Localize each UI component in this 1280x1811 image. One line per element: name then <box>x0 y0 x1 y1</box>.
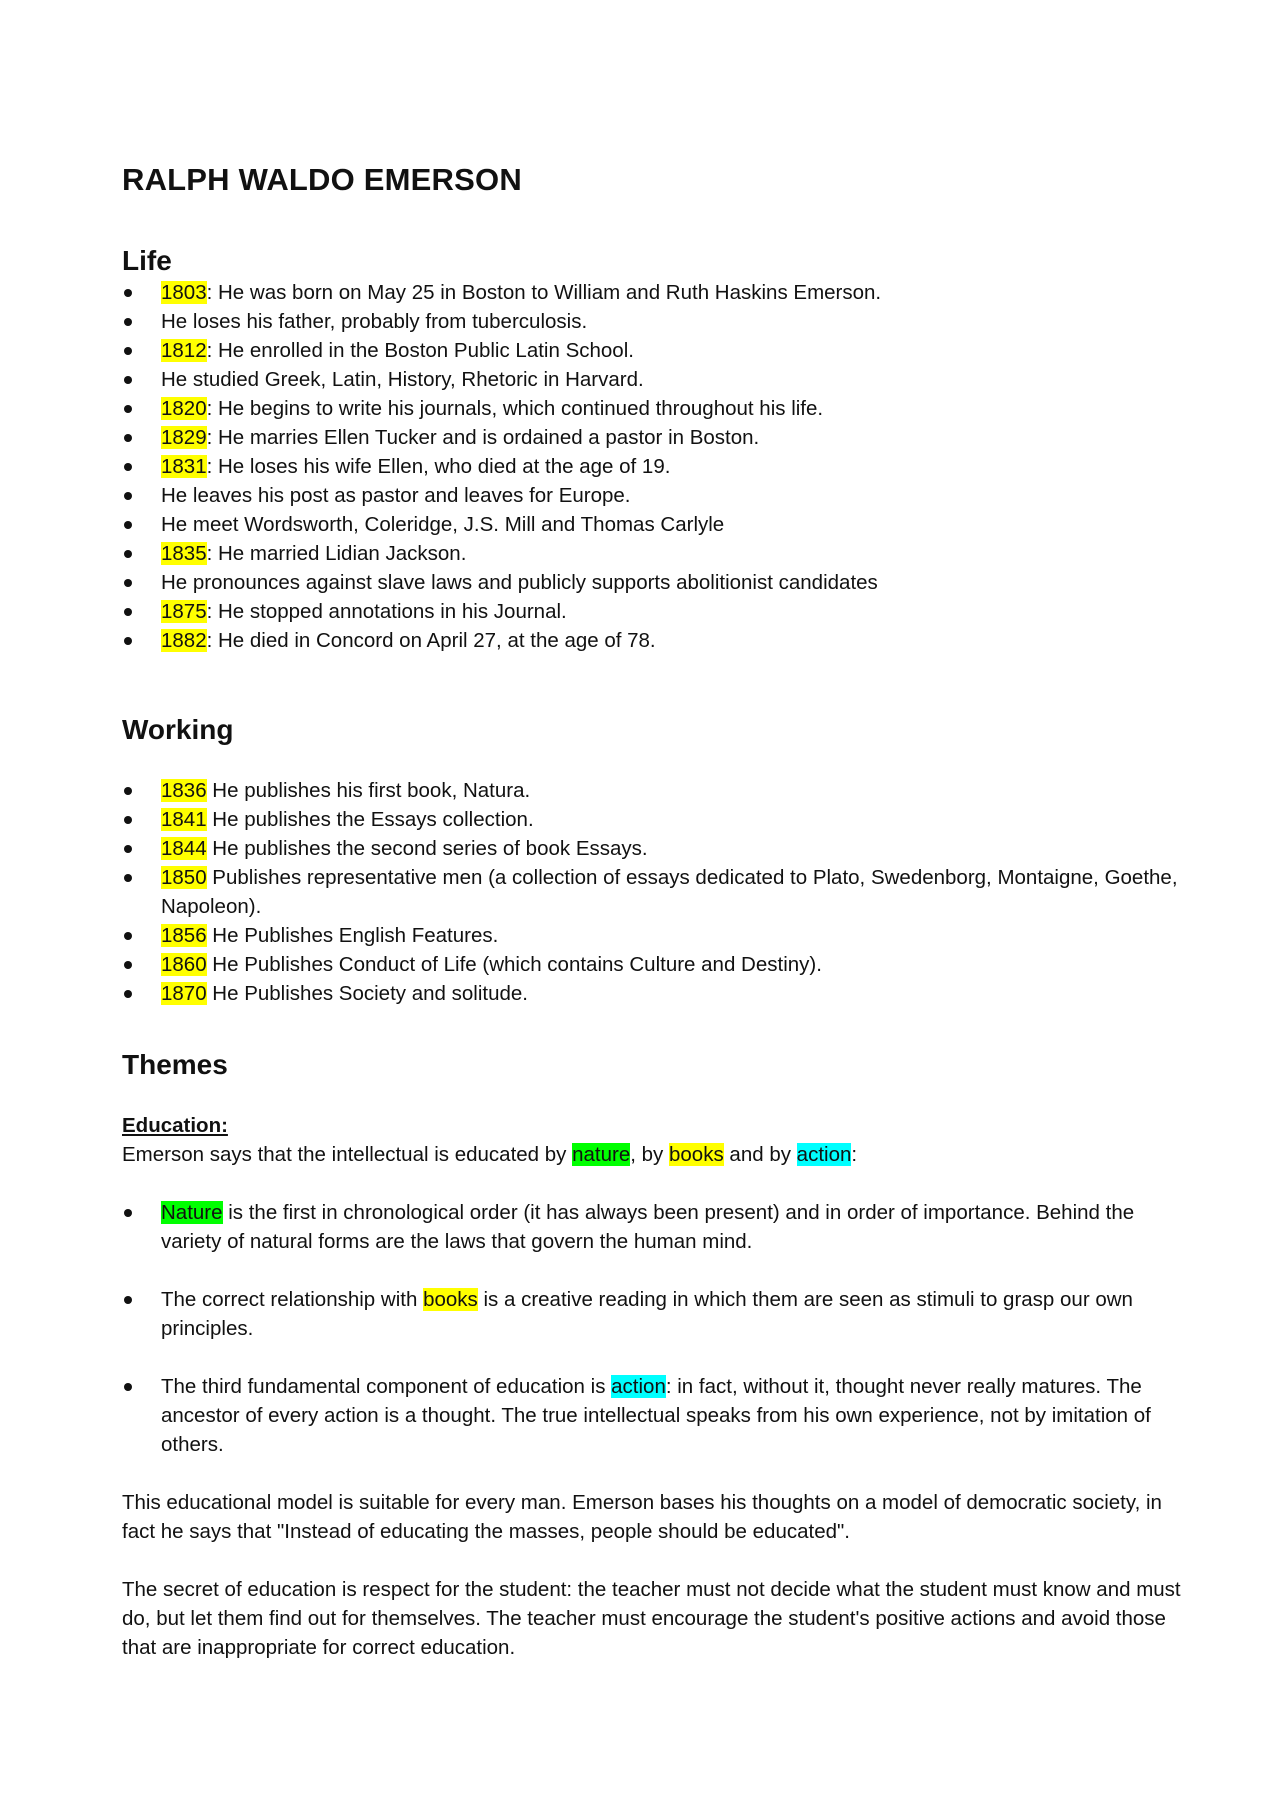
list-item-text: : He died in Concord on April 27, at the age of 78. <box>206 629 656 652</box>
intro-text: Emerson says that the intellectual is educated by <box>122 1143 573 1166</box>
list-item-text: : He stopped annotations in his Journal. <box>206 600 567 623</box>
year-highlight: 1870 <box>161 982 207 1005</box>
nature-highlight: nature <box>572 1143 631 1166</box>
action-highlight: action <box>796 1143 852 1166</box>
list-item-text: : He was born on May 25 in Boston to William and Ruth Haskins Emerson. <box>206 281 882 304</box>
list-item-text: He publishes his first book, Natura. <box>206 779 531 802</box>
action-highlight: action <box>611 1375 666 1398</box>
year-highlight: 1850 <box>161 866 207 889</box>
list-item-text: He pronounces against slave laws and publicly supports abolitionist candidates <box>161 571 878 594</box>
list-item-text: He meet Wordsworth, Coleridge, J.S. Mill and Thomas Carlyle <box>161 513 725 536</box>
list-item <box>122 365 1182 394</box>
list-item <box>122 307 1182 336</box>
list-item-text: The correct relationship with <box>161 1288 424 1311</box>
list-item <box>122 336 1182 365</box>
year-highlight: 1841 <box>161 808 207 831</box>
list-item-text: : He loses his wife Ellen, who died at the age of 19. <box>206 455 671 478</box>
list-item-text: is the first in chronological order (it has always been present) and in order of importance. Behind the variety of natural forms are the laws that govern the human mind. <box>161 1201 1135 1253</box>
list-item <box>122 510 1182 539</box>
list-item <box>122 452 1182 481</box>
list-item <box>122 394 1182 423</box>
education-paragraph-1: This educational model is suitable for every man. Emerson bases his thoughts on a model of democratic society, in fact he says that "Instead of educating the masses, people should be educated". <box>122 1491 1162 1543</box>
year-highlight: 1860 <box>161 953 207 976</box>
education-subheading: Education: <box>122 1114 228 1137</box>
books-highlight: books <box>423 1288 478 1311</box>
year-highlight: 1829 <box>161 426 207 449</box>
education-paragraph-2: The secret of education is respect for the student: the teacher must not decide what the student must know and must do, but let them find out for themselves. The teacher must encourage the student's positive actions and avoid those that are inappropriate for correct education. <box>122 1578 1181 1659</box>
list-item <box>122 1372 1182 1459</box>
list-item-text: : He begins to write his journals, which continued throughout his life. <box>206 397 824 420</box>
list-item-text: : He marries Ellen Tucker and is ordained a pastor in Boston. <box>206 426 760 449</box>
spacer <box>122 1459 1182 1488</box>
life-heading: Life <box>122 245 172 276</box>
list-item-text: Publishes representative men (a collection of essays dedicated to Plato, Swedenborg, Montaigne, Goethe, Napoleon). <box>161 866 1178 918</box>
list-item <box>122 597 1182 626</box>
themes-heading: Themes <box>122 1049 228 1080</box>
list-item <box>122 568 1182 597</box>
list-item <box>122 979 1182 1008</box>
list-item <box>122 950 1182 979</box>
year-highlight: 1875 <box>161 600 207 623</box>
list-item-text: He loses his father, probably from tuberculosis. <box>161 310 588 333</box>
list-item-text: is a creative reading in which them are seen as stimuli to grasp our own principles. <box>161 1288 1133 1340</box>
list-item-text: He Publishes Conduct of Life (which contains Culture and Destiny). <box>206 953 822 976</box>
list-item <box>122 863 1182 921</box>
year-highlight: 1820 <box>161 397 207 420</box>
list-item-text: He Publishes Society and solitude. <box>206 982 528 1005</box>
list-item <box>122 278 1182 307</box>
list-item <box>122 921 1182 950</box>
list-item <box>122 626 1182 655</box>
document-page <box>122 150 1182 1662</box>
list-item-text: He Publishes English Features. <box>206 924 499 947</box>
nature-highlight: Nature <box>161 1201 223 1224</box>
education-list <box>122 1198 1182 1459</box>
list-item-text: : in fact, without it, thought never really matures. The ancestor of every action is a thought. The true intellectual speaks from his own experience, not by imitation of others. <box>161 1375 1151 1456</box>
list-item-text: He studied Greek, Latin, History, Rhetoric in Harvard. <box>161 368 644 391</box>
year-highlight: 1836 <box>161 779 207 802</box>
list-item-text: He publishes the Essays collection. <box>206 808 534 831</box>
list-item <box>122 539 1182 568</box>
list-item-text: : He enrolled in the Boston Public Latin School. <box>206 339 634 362</box>
list-item <box>122 1285 1182 1343</box>
list-item-text: He publishes the second series of book Essays. <box>206 837 648 860</box>
intro-text: , by <box>630 1143 669 1166</box>
education-intro <box>122 1140 1182 1169</box>
list-item <box>122 481 1182 510</box>
list-item <box>122 776 1182 805</box>
list-item <box>122 423 1182 452</box>
year-highlight: 1803 <box>161 281 207 304</box>
books-highlight: books <box>669 1143 724 1166</box>
list-item <box>122 1198 1182 1256</box>
year-highlight: 1835 <box>161 542 207 565</box>
list-item <box>122 805 1182 834</box>
year-highlight: 1831 <box>161 455 207 478</box>
spacer <box>122 1546 1182 1575</box>
list-item-text: : He married Lidian Jackson. <box>206 542 467 565</box>
list-item-text: He leaves his post as pastor and leaves for Europe. <box>161 484 631 507</box>
working-heading: Working <box>122 714 234 745</box>
working-list <box>122 776 1182 1008</box>
document-title: RALPH WALDO EMERSON <box>122 162 522 197</box>
year-highlight: 1856 <box>161 924 207 947</box>
year-highlight: 1812 <box>161 339 207 362</box>
intro-text: and by <box>723 1143 797 1166</box>
year-highlight: 1844 <box>161 837 207 860</box>
list-item <box>122 834 1182 863</box>
intro-text: : <box>851 1143 858 1166</box>
year-highlight: 1882 <box>161 629 207 652</box>
list-item-text: The third fundamental component of education is <box>161 1375 612 1398</box>
life-list <box>122 278 1182 655</box>
